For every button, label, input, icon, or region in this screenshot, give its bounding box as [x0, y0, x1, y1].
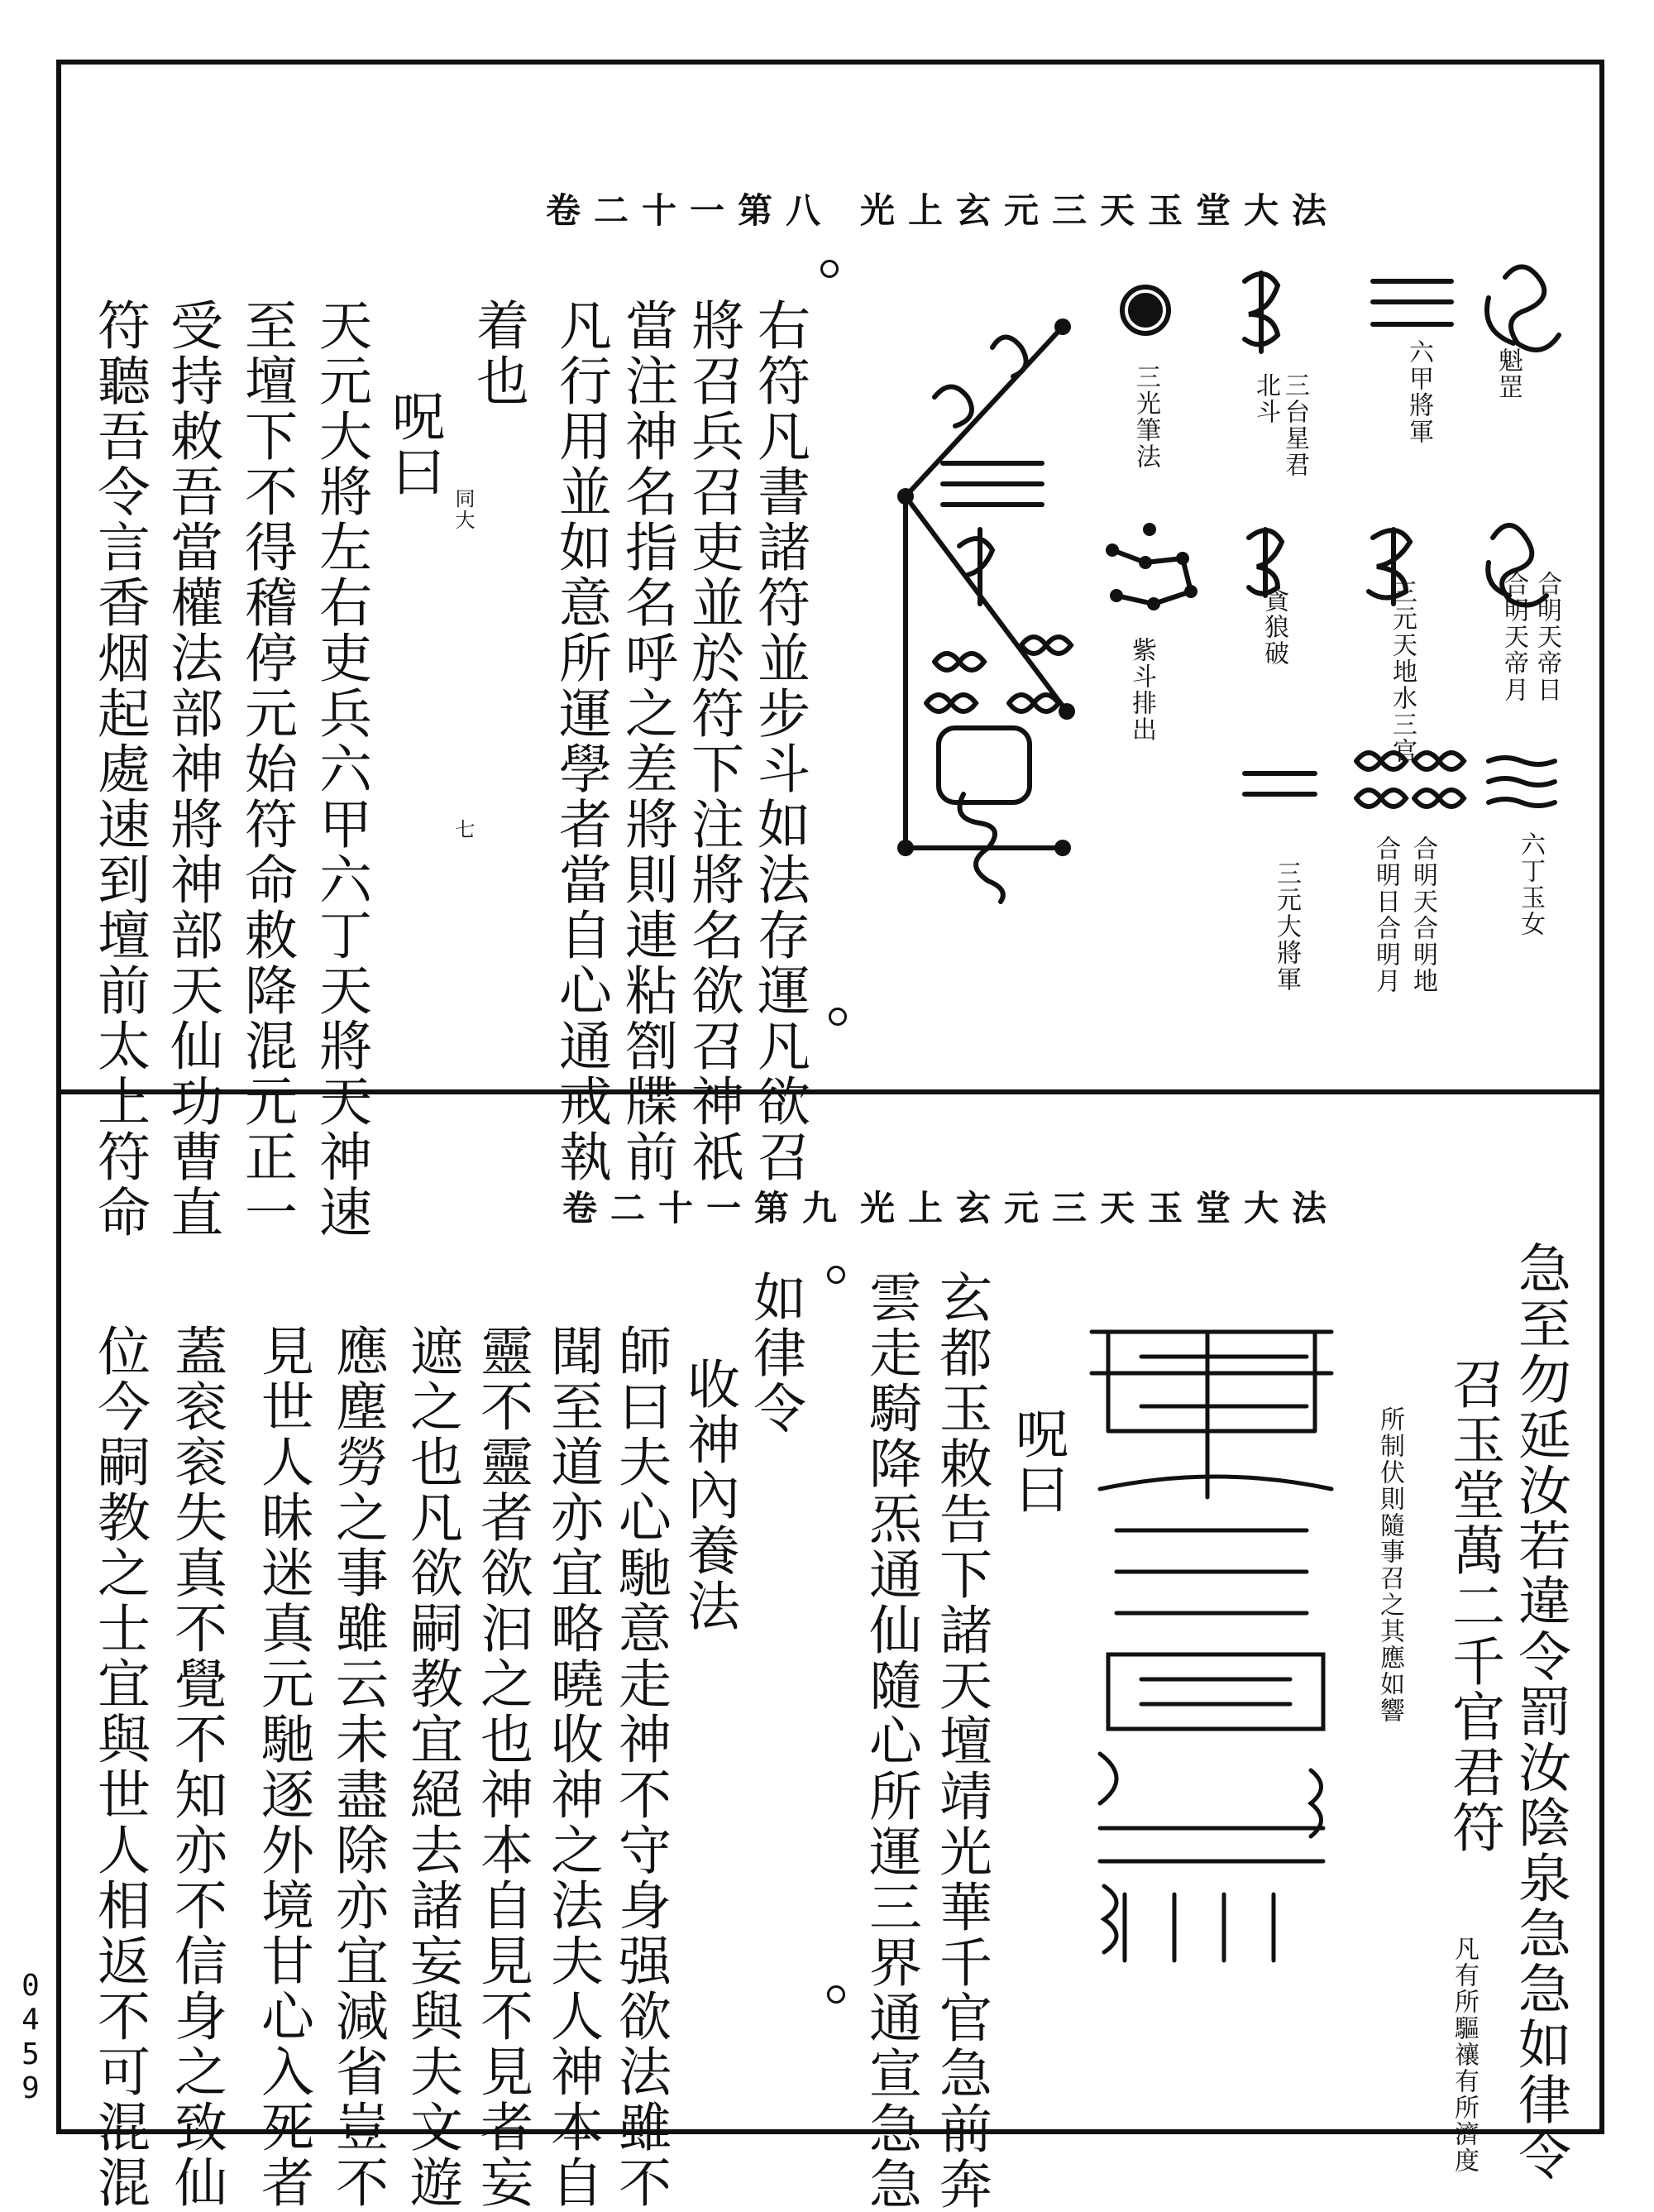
circle-mark	[829, 1008, 847, 1026]
label-ziguang: 紫斗排出	[1127, 637, 1156, 743]
bottom-body-col-7: 蓋衮衮失真不覺不知亦不信身之致仙	[165, 1324, 227, 2210]
talisman-note-a: 凡有所驅禳有所濟度	[1450, 1936, 1479, 2174]
bottom-body-col-8: 位今嗣教之士宜與世人相返不可混混	[88, 1324, 150, 2210]
label-sanyuan-tiandi: 三元天地水三官	[1388, 579, 1417, 764]
page-number: 0459	[22, 1969, 40, 2106]
bottom-opening-col-2: 召玉堂萬二千官君符	[1443, 1357, 1504, 1855]
label-liujia: 六甲將軍	[1404, 339, 1433, 445]
bottom-incantation-col-2: 雲走騎降炁通仙隨心所運三界通宣急急	[860, 1270, 921, 2212]
bottom-incantation-label: 呪曰	[1006, 1406, 1068, 1517]
top-header-title: 光上玄元三天玉堂大法	[860, 190, 1341, 231]
bottom-body-col-2: 聞至道亦宜略曉收神之法夫人神本自	[542, 1324, 603, 2210]
bottom-opening-col-1: 急至勿延汝若違令罰汝陰泉急急如律令	[1509, 1241, 1570, 2183]
top-note-small: 同大	[452, 488, 475, 531]
bottom-body-col-3: 靈不靈者欲汩之也神本自見不見者妄	[471, 1324, 533, 2210]
label-beidou: 北斗	[1251, 372, 1280, 425]
bottom-incantation-col-1: 玄都玉敕告下諸天壇靖光華千官急前奔	[930, 1270, 992, 2212]
top-incantation-col-2: 至壇下不得稽停元始符命敕降混元正一	[236, 298, 297, 1240]
top-body-col-4: 凡行用並如意所運學者當自心通戒執	[550, 298, 611, 1185]
talisman-note-b: 所制伏則隨事召之其應如響	[1375, 1406, 1404, 1724]
label-heming-month: 合明天帝月	[1499, 571, 1528, 703]
circle-mark	[827, 1985, 845, 2004]
label-heming-day: 合明天帝日	[1532, 571, 1561, 703]
label-kuigang: 魁罡	[1494, 347, 1523, 400]
top-body-col-5: 着也	[467, 298, 528, 409]
bottom-header-chapter: 卷二十一第九	[562, 1188, 851, 1228]
top-incantation-label: 呪曰	[383, 389, 444, 500]
top-incantation-col-1: 天元大將左右吏兵六甲六丁天將天神速	[310, 298, 371, 1240]
label-sanyuan-jiangjun: 三元大將軍	[1272, 860, 1301, 993]
bottom-body-col-1: 師曰夫心馳意走神不守身强欲法雖不	[609, 1324, 671, 2210]
top-header-chapter: 卷二十一第八	[546, 190, 834, 231]
top-incantation-col-4: 符聽吾令言香烟起處速到壇前太上符命	[88, 298, 150, 1240]
circle-mark	[827, 1266, 845, 1284]
label-dading: 六丁玉女	[1516, 831, 1545, 937]
top-incantation-col-3: 受持敕吾當權法部神將神部天仙功曹直	[161, 298, 222, 1240]
bottom-body-col-6: 見世人昧迷真元馳逐外境甘心入死者	[252, 1324, 313, 2210]
bottom-incantation-col-3: 如律令	[744, 1270, 805, 1436]
label-sanguang: 三光筆法	[1131, 364, 1160, 470]
top-body-col-3: 當注神名指名呼之差將則連粘劄牒前	[616, 298, 677, 1185]
section-title: 收神內養法	[678, 1357, 739, 1634]
bottom-header-title: 光上玄元三天玉堂大法	[860, 1188, 1341, 1228]
top-body-col-1: 右符凡書諸符並步斗如法存運凡欲召	[748, 298, 810, 1185]
bottom-body-col-4: 遮之也凡欲嗣教宜絕去諸妄與夫文遊	[401, 1324, 462, 2210]
top-note-seven: 七	[452, 819, 475, 840]
circle-mark	[820, 260, 839, 278]
top-body-col-2: 將召兵召吏並於符下注將名欲召神祇	[682, 298, 743, 1185]
bottom-body-col-5: 應塵勞之事雖云未盡除亦宜減省豈不	[327, 1324, 388, 2210]
label-hemeng-tiandi: 合明天合明地	[1408, 835, 1437, 994]
label-tanlang: 貪狼破	[1260, 587, 1288, 667]
label-santai: 三台星君	[1280, 372, 1309, 478]
label-hemeng-riyue: 合明日合明月	[1371, 835, 1400, 994]
